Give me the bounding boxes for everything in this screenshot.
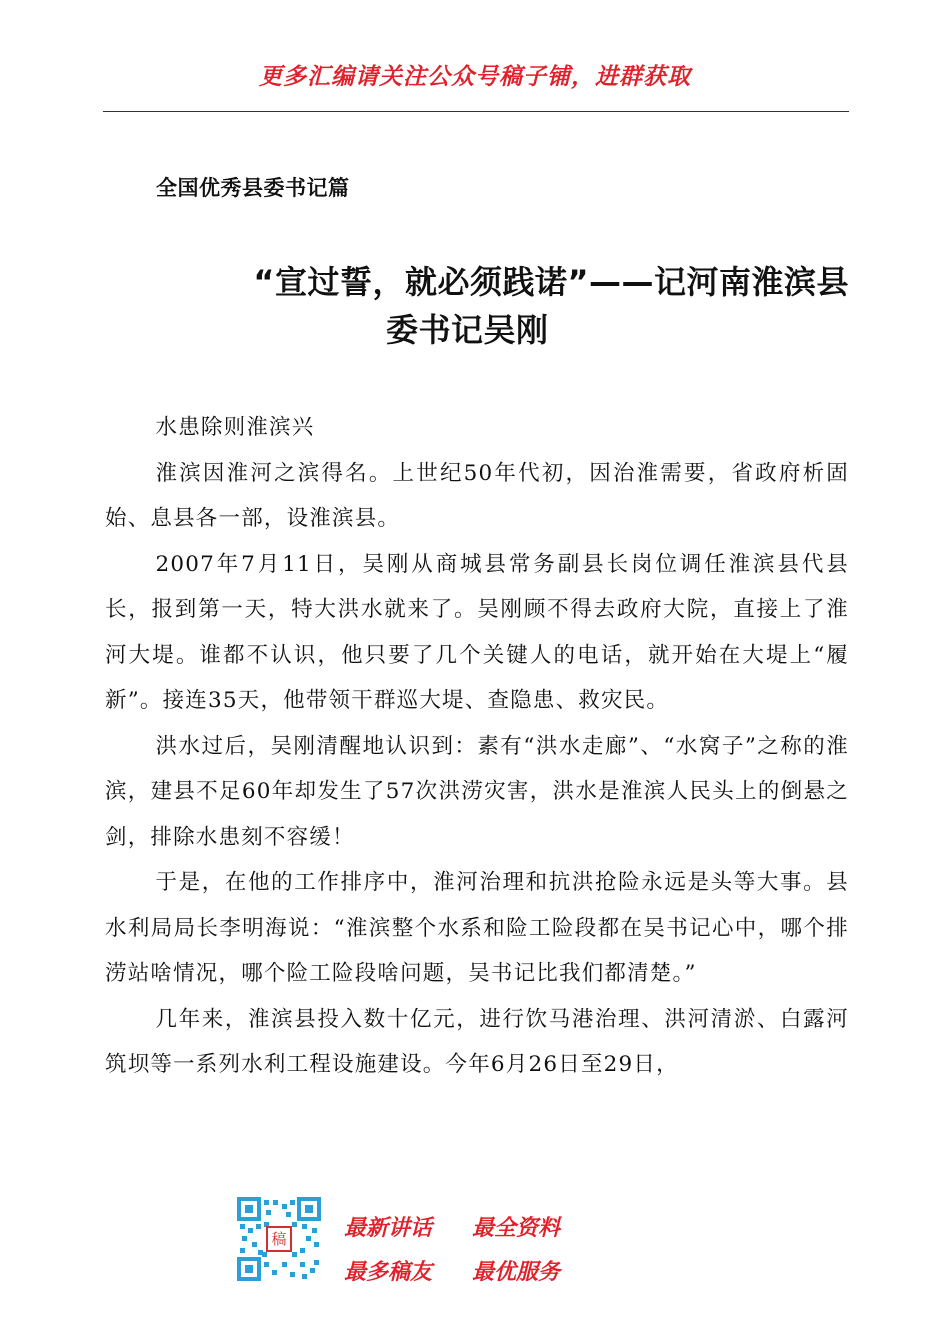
title-line-2: 委书记吴刚: [386, 311, 549, 349]
paragraph: 2007年7月11日，吴刚从商城县常务副县长岗位调任淮滨县代县长，报到第一天，特大洪水就来了。吴刚顾不得去政府大院，直接上了淮河大堤。谁都不认识，他只要了几个关键人的电话，就开始在大堤上“履新”。接连35天，他带领干群巡大堤、查隐患、救灾民。: [105, 551, 849, 713]
footer-promo: [236, 1196, 716, 1288]
article-body: [105, 405, 849, 1088]
slogan-best-service: 最优服务: [472, 1259, 561, 1285]
footer-slogans: [344, 1206, 600, 1294]
qr-stamp-char: 稿: [271, 1230, 287, 1248]
header-divider: [103, 111, 849, 112]
paragraph: 洪水过后，吴刚清醒地认识到：素有“洪水走廊”、“水窝子”之称的淮滨，建县不足60年却发生了57次洪涝灾害，洪水是淮滨人民头上的倒悬之剑，排除水患刻不容缓！: [105, 733, 849, 850]
paragraph: 几年来，淮滨县投入数十亿元，进行饮马港治理、洪河清淤、白露河筑坝等一系列水利工程设施建设。今年6月26日至29日，: [105, 1006, 849, 1077]
title-line-1: “宣过誓，就必须践诺”——记河南淮滨县: [253, 263, 849, 301]
paragraph: 于是，在他的工作排序中，淮河治理和抗洪抢险永远是头等大事。县水利局局长李明海说：“淮滨整个水系和险工险段都在吴书记心中，哪个排涝站啥情况，哪个险工险段啥问题，吴书记比我们都清楚。”: [105, 870, 849, 986]
slogan-latest-speech: 最新讲话: [344, 1215, 433, 1241]
subheading: 水患除则淮滨兴: [155, 415, 315, 440]
paragraph: 淮滨因淮河之滨得名。上世纪50年代初，因治淮需要，省政府析固始、息县各一部，设淮滨县。: [105, 460, 849, 531]
slogan-full-materials: 最全资料: [472, 1215, 561, 1241]
article-title: [105, 258, 849, 354]
slogan-row: [344, 1250, 600, 1294]
section-label: 全国优秀县委书记篇: [156, 176, 350, 200]
slogan-row: [344, 1206, 600, 1250]
slogan-most-friends: 最多稿友: [344, 1259, 433, 1285]
header-banner: 更多汇编请关注公众号稿子铺，进群获取: [259, 63, 691, 90]
